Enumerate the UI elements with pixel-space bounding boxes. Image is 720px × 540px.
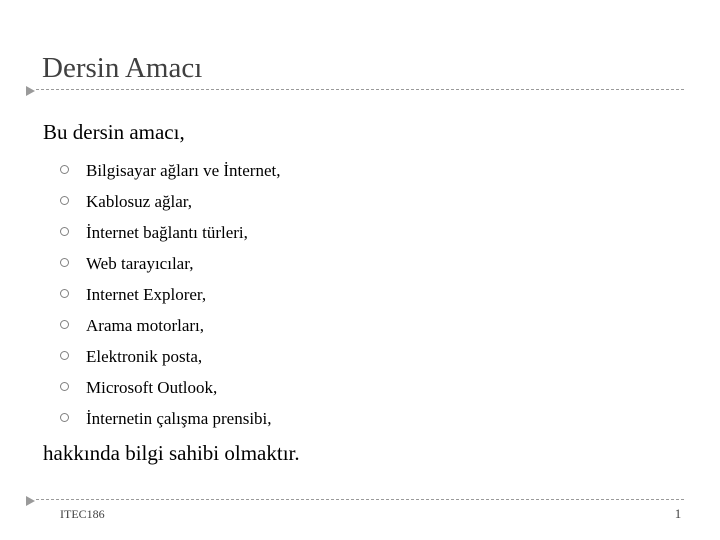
closing-text: hakkında bilgi sahibi olmaktır.: [43, 441, 300, 465]
slide-title: Dersin Amacı: [42, 52, 203, 84]
title-divider-triangle-icon: [26, 86, 35, 96]
footer-course-code: ITEC186: [60, 507, 105, 521]
list-item-text: Kablosuz ağlar,: [86, 192, 193, 211]
hollow-circle-bullet-icon: [60, 165, 69, 174]
title-divider: [36, 89, 684, 90]
hollow-circle-bullet-icon: [60, 227, 69, 236]
footer-divider: [36, 499, 684, 500]
intro-text: Bu dersin amacı,: [43, 120, 185, 144]
hollow-circle-bullet-icon: [60, 320, 69, 329]
list-item-text: Bilgisayar ağları ve İnternet,: [86, 161, 281, 180]
hollow-circle-bullet-icon: [60, 289, 69, 298]
list-item-text: Microsoft Outlook,: [86, 378, 218, 397]
page-number: 1: [674, 506, 682, 521]
list-item-text: Arama motorları,: [86, 316, 205, 335]
hollow-circle-bullet-icon: [60, 351, 69, 360]
hollow-circle-bullet-icon: [60, 413, 69, 422]
hollow-circle-bullet-icon: [60, 382, 69, 391]
list-item-text: İnternetin çalışma prensibi,: [86, 409, 272, 428]
list-item-text: Internet Explorer,: [86, 285, 207, 304]
list-item-text: Elektronik posta,: [86, 347, 203, 366]
list-item-text: İnternet bağlantı türleri,: [86, 223, 248, 242]
list-item-text: Web tarayıcılar,: [86, 254, 194, 273]
hollow-circle-bullet-icon: [60, 196, 69, 205]
hollow-circle-bullet-icon: [60, 258, 69, 267]
footer-divider-triangle-icon: [26, 496, 35, 506]
